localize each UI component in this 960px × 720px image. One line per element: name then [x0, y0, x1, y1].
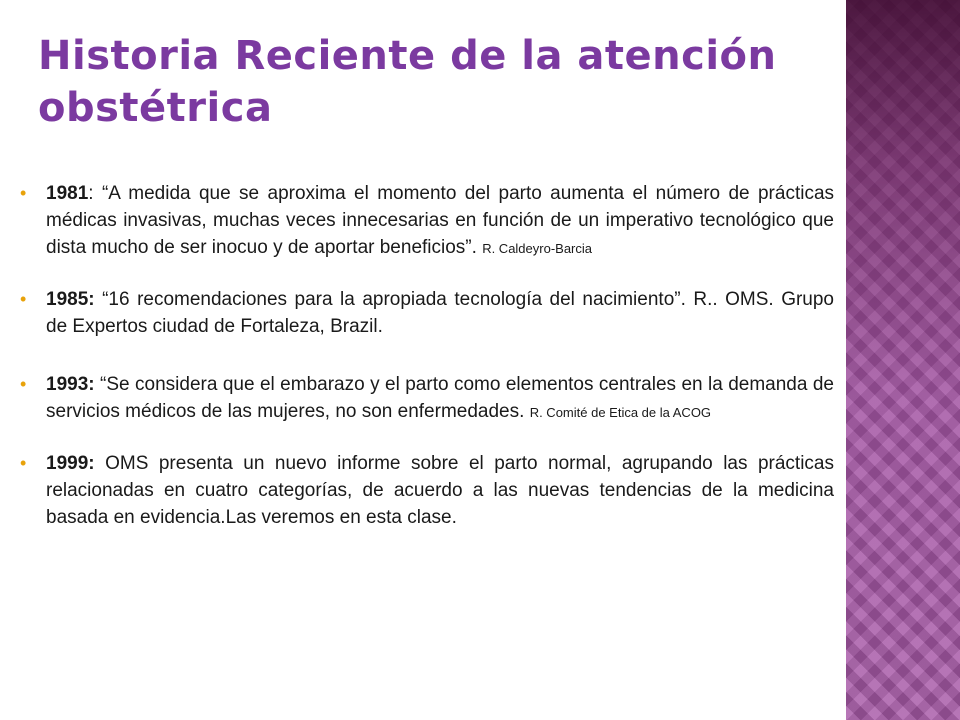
bullet-icon: •: [20, 453, 27, 473]
item-year: 1985:: [46, 289, 95, 310]
item-text: “16 recomendaciones para la apropiada tecnología del nacimiento”. R.. OMS. Grupo de Expertos ciudad de Fortaleza, Brazil.: [46, 289, 834, 337]
bullet-list: [18, 180, 834, 532]
decorative-side-strip: [846, 0, 960, 720]
list-item-1999: [18, 450, 834, 532]
item-text: OMS presenta un nuevo informe sobre el parto normal, agrupando las prácticas relacionadas en cuatro categorías, de acuerdo a las nuevas tendencias de la medicina basada en evidencia.Las veremos en esta clase.: [46, 453, 834, 528]
slide-title: Historia Reciente de la atención obstétrica: [38, 33, 777, 131]
item-separator: :: [88, 183, 102, 204]
list-item-1981: [18, 180, 834, 262]
item-year: 1999:: [46, 453, 95, 474]
item-year: 1993:: [46, 374, 95, 395]
bullet-icon: •: [20, 374, 27, 394]
item-separator: [95, 289, 103, 310]
item-citation: R. Comité de Etica de la ACOG: [529, 405, 712, 420]
list-item-1985: [18, 286, 834, 341]
bullet-icon: •: [20, 183, 27, 203]
item-citation: R. Caldeyro-Barcia: [482, 241, 593, 256]
item-text: “Se considera que el embarazo y el parto como elementos centrales en la demanda de servicios médicos de las mujeres, no son enfermedades.: [46, 374, 835, 422]
item-text: “A medida que se aproxima el momento del parto aumenta el número de prácticas médicas invasivas, muchas veces innecesarias en función de un imperativo tecnológico que dista mucho de ser inocuo y de aportar beneficios”.: [46, 183, 835, 258]
item-year: 1981: [46, 183, 89, 204]
list-item-1993: [18, 371, 834, 426]
item-separator: [95, 453, 105, 474]
bullet-icon: •: [20, 289, 27, 309]
